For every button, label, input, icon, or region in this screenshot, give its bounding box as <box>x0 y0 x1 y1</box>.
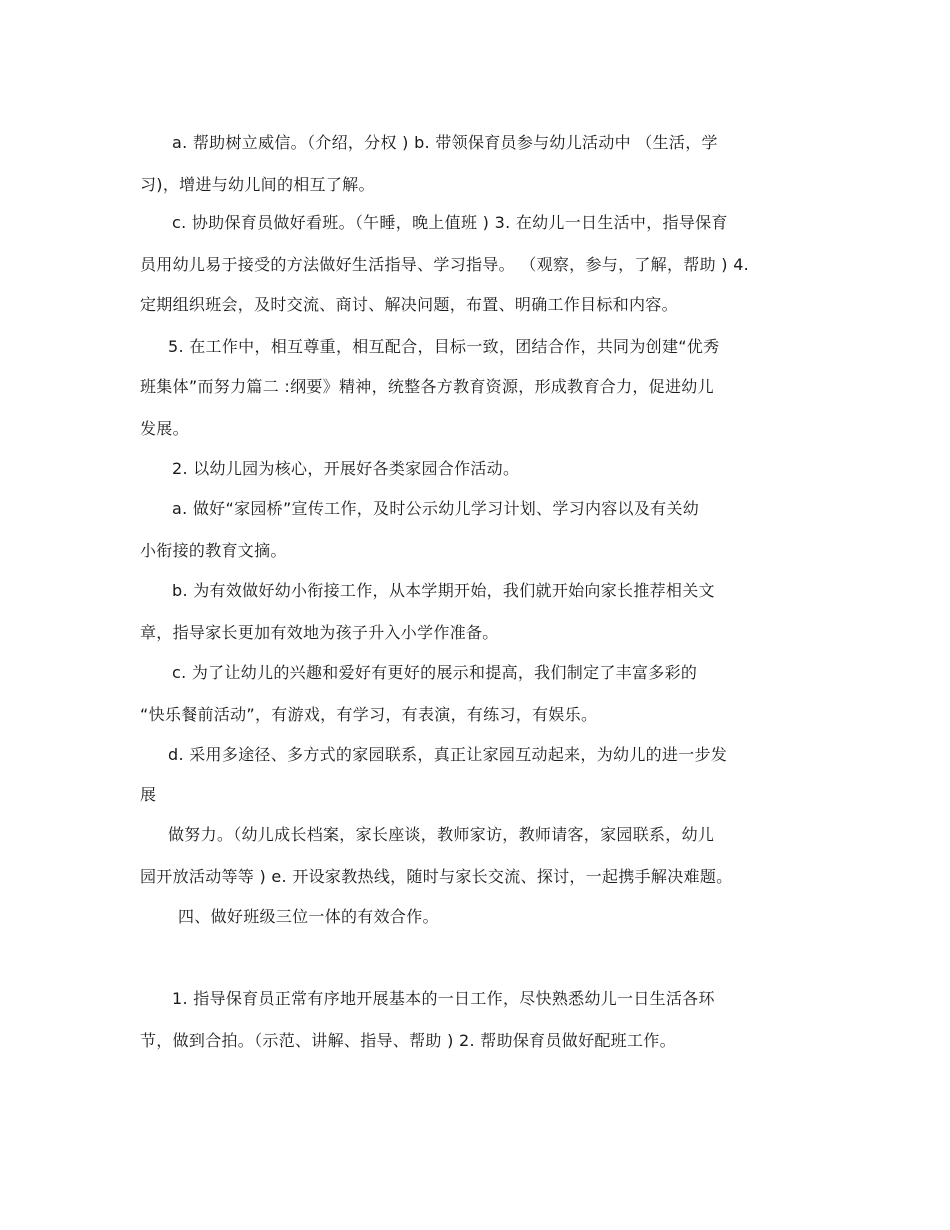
text-line: c. 协助保育员做好看班。（午睡，晚上值班 ) 3. 在幼儿一日生活中，指导保育 <box>172 213 728 232</box>
text-line: a. 做好“家园桥”宣传工作，及时公示幼儿学习计划、学习内容以及有关幼 <box>172 499 700 518</box>
text-line: 习)，增进与幼儿间的相互了解。 <box>140 175 375 194</box>
text-line: 员用幼儿易于接受的方法做好生活指导、学习指导。 （观察，参与，了解，帮助 ) 4. <box>140 255 750 274</box>
text-line: 章，指导家长更加有效地为孩子升入小学作准备。 <box>140 623 499 642</box>
text-line: 定期组织班会，及时交流、商讨、解决问题，布置、明确工作目标和内容。 <box>140 295 678 314</box>
text-line: b. 为有效做好幼小衔接工作，从本学期开始，我们就开始向家长推荐相关文 <box>172 581 715 600</box>
text-line: “快乐餐前活动”，有游戏，有学习，有表演，有练习，有娱乐。 <box>140 705 598 724</box>
text-line: 做努力。（幼儿成长档案，家长座谈，教师家访，教师请客，家园联系，幼儿 <box>168 825 715 844</box>
text-line: 发展。 <box>140 419 189 438</box>
text-line: 展 <box>140 785 157 804</box>
text-line: 园开放活动等等 ) e. 开设家教热线，随时与家长交流、探讨，一起携手解决难题。 <box>140 867 733 886</box>
text-line: 班集体”而努力篇二 :纲要》精神，统整各方教育资源，形成教育合力，促进幼儿 <box>140 377 714 396</box>
text-line: a. 帮助树立威信。（介绍，分权 ) b. 带领保育员参与幼儿活动中 （生活，学 <box>172 133 718 152</box>
section-heading: 四、做好班级三位一体的有效合作。 <box>178 907 439 926</box>
text-line: d. 采用多途径、多方式的家园联系，真正让家园互动起来，为幼儿的进一步发 <box>168 745 728 764</box>
text-line: 5. 在工作中，相互尊重，相互配合，目标一致，团结合作，共同为创建“优秀 <box>168 337 720 356</box>
text-line: 小衔接的教育文摘。 <box>140 541 287 560</box>
text-line: 2. 以幼儿园为核心，开展好各类家园合作活动。 <box>172 459 520 478</box>
text-line: 节，做到合拍。（示范、讲解、指导、帮助 ) 2. 帮助保育员做好配班工作。 <box>140 1031 676 1050</box>
text-line: c. 为了让幼儿的兴趣和爱好有更好的展示和提高，我们制定了丰富多彩的 <box>172 663 698 682</box>
text-line: 1. 指导保育员正常有序地开展基本的一日工作，尽快熟悉幼儿一日生活各环 <box>172 989 715 1008</box>
